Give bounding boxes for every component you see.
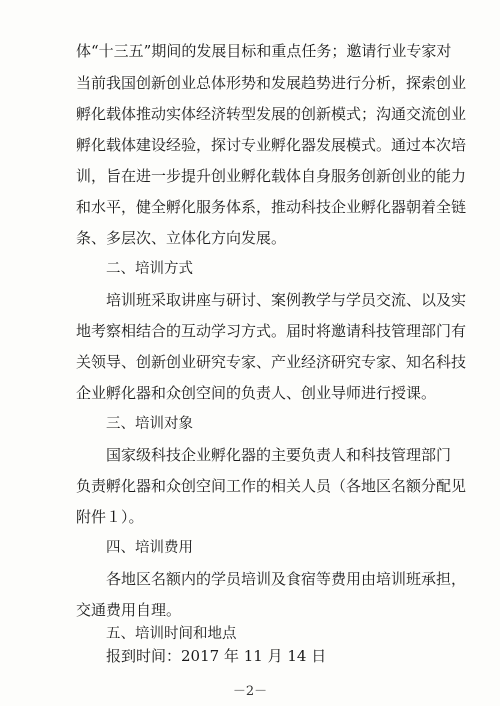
paragraph-line: 负责孵化器和众创空间工作的相关人员（各地区名额分配见 xyxy=(76,477,467,495)
paragraph-line: 孵化载体推动实体经济转型发展的创新模式；沟通交流创业 xyxy=(76,105,467,123)
paragraph-line: 条、多层次、立体化方向发展。 xyxy=(76,229,287,247)
paragraph-line: 国家级科技企业孵化器的主要负责人和科技管理部门 xyxy=(106,446,452,464)
section-heading-training-method: 二、培训方式 xyxy=(106,261,193,277)
section-heading-training-fees: 四、培训费用 xyxy=(106,540,193,556)
paragraph-line: 报到时间：2017 年 11 月 14 日 xyxy=(106,647,327,665)
paragraph-line: 企业孵化器和众创空间的负责人、创业导师进行授课。 xyxy=(76,384,437,402)
paragraph-line: 孵化载体建设经验，探讨专业孵化器发展模式。通过本次培 xyxy=(76,136,467,154)
section-heading-time-and-place: 五、培训时间和地点 xyxy=(106,626,237,642)
paragraph-line: 培训班采取讲座与研讨、案例教学与学员交流、以及实 xyxy=(106,291,467,309)
paragraph-line: 交通费用自理。 xyxy=(76,601,182,619)
paragraph-line: 地考察相结合的互动学习方式。届时将邀请科技管理部门有 xyxy=(76,322,467,340)
paragraph-line: 当前我国创新创业总体形势和发展趋势进行分析，探索创业 xyxy=(76,74,467,92)
paragraph-line: 体“十三五”期间的发展目标和重点任务；邀请行业专家对 xyxy=(76,42,452,60)
paragraph-line: 关领导、创新创业研究专家、产业经济研究专家、知名科技 xyxy=(76,353,467,371)
paragraph-line: 附件１）。 xyxy=(76,508,144,526)
section-heading-training-targets: 三、培训对象 xyxy=(106,416,193,432)
page-number: －2－ xyxy=(232,684,268,699)
paragraph-line: 训，旨在进一步提升创业孵化载体自身服务创新创业的能力 xyxy=(76,167,467,185)
paragraph-line: 和水平，健全孵化服务体系，推动科技企业孵化器朝着全链 xyxy=(76,198,467,216)
paragraph-line: 各地区名额内的学员培训及食宿等费用由培训班承担， xyxy=(106,570,467,588)
